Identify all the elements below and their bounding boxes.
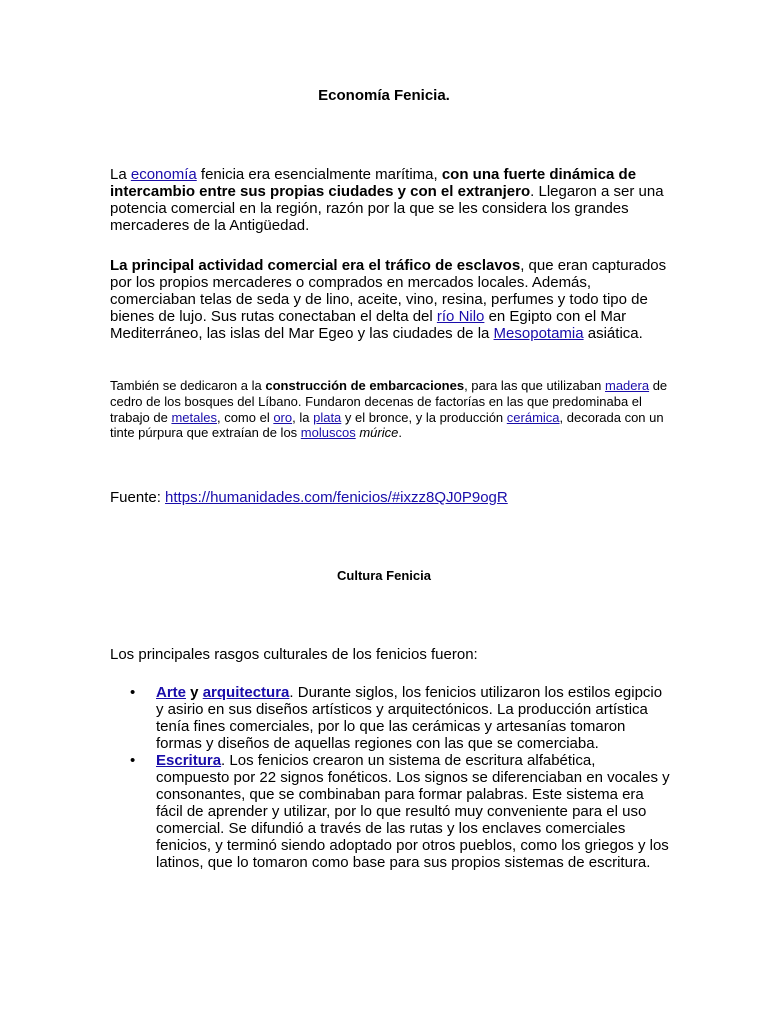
link-arquitectura[interactable]: arquitectura: [202, 684, 290, 701]
link-moluscos[interactable]: moluscos: [300, 425, 356, 441]
bold-text: con una fuerte dinámica de intercambio entre sus propias ciudades y con el extranjero: [110, 166, 637, 200]
text-span: . Llegaron a ser una potencia comercial en la región, razón por la que se les considera los grandes mercaderes de la Antigüedad.: [110, 183, 664, 234]
intro-text: Los principales rasgos culturales de los fenicios fueron:: [110, 646, 478, 663]
culture-list: [110, 684, 670, 871]
source-link[interactable]: https://humanidades.com/fenicios/#ixzz8QJ0P9ogR: [165, 489, 508, 506]
text-span: , para las que utilizaban: [464, 378, 605, 393]
link-economia[interactable]: economía: [130, 166, 197, 183]
text-span: .: [398, 425, 402, 441]
bold-text: construcción de embarcaciones: [265, 378, 465, 393]
source-label: Fuente:: [110, 489, 166, 506]
text-span: , la: [292, 409, 314, 425]
text-span: . Los fenicios crearon un sistema de escritura alfabética, compuesto por 22 signos fonéticos. Los signos se diferenciaban en vocales y consonantes, que se combinaban para formar palabras. Este sistema era fácil de aprender y utilizar, por lo que resultó muy conveniente para el uso comercial. Se difundió a través de las rutas y los enclaves comerciales fenicios, y terminó siendo adoptado por otros pueblos, como los griegos y los latinos, que lo tomaron como base para sus propios sistemas de escritura.: [156, 752, 670, 871]
link-escritura[interactable]: Escritura: [156, 752, 222, 769]
link-ceramica[interactable]: cerámica: [506, 409, 560, 425]
source-line: [110, 489, 508, 507]
text-span: , como el: [216, 409, 274, 425]
bullet-icon: •: [130, 684, 136, 701]
text-span: , que eran capturados por los propios mercaderes o comprados en mercados locales. Además, comerciaban telas de seda y de lino, aceite, vino, resina, perfumes y todo tipo de bienes de lujo. Sus rutas conectaban el delta del: [110, 257, 667, 325]
link-arte[interactable]: Arte: [156, 684, 187, 701]
link-madera[interactable]: madera: [605, 378, 650, 393]
link-metales[interactable]: metales: [171, 409, 217, 425]
link-mesopotamia[interactable]: Mesopotamia: [493, 325, 584, 342]
text-span: . Durante siglos, los fenicios utilizaron los estilos egipcio y asirio en sus diseños artísticos y arquitectónicos. La producción artística tenía fines comerciales, por lo que las cerámicas y artesanías tomaron formas y diseños de aquellas regiones con las que se comerciaba.: [156, 684, 663, 752]
text-span: asiática.: [583, 325, 643, 342]
list-item: [110, 684, 670, 752]
link-oro[interactable]: oro: [273, 409, 293, 425]
bullet-icon: •: [130, 752, 136, 769]
shipbuilding-paragraph: [110, 378, 670, 441]
text-span: La: [110, 166, 131, 183]
text-span: , decorada con un tinte púrpura que extraían de los: [110, 409, 664, 441]
link-rio-nilo[interactable]: río Nilo: [436, 308, 485, 325]
text-span: fenicia era esencialmente marítima,: [196, 166, 442, 183]
bold-text: La principal actividad comercial era el tráfico de esclavos: [110, 257, 521, 274]
section-title: Cultura Fenicia: [337, 568, 431, 583]
economy-paragraph: [110, 166, 670, 234]
trade-paragraph: [110, 257, 670, 342]
link-plata[interactable]: plata: [313, 409, 342, 425]
italic-text: múrice: [359, 425, 399, 441]
text-span: y el bronce, y la producción: [341, 409, 507, 425]
text-span: y: [186, 684, 203, 701]
text-span: También se dedicaron a la: [110, 378, 266, 393]
text-span: en Egipto con el Mar Mediterráneo, las islas del Mar Egeo y las ciudades de la: [110, 308, 627, 342]
list-item: [110, 752, 670, 871]
page-title: Economía Fenicia.: [318, 87, 450, 104]
text-span: de cedro de los bosques del Líbano. Fundaron decenas de factorías en las que predominaba el trabajo de: [110, 378, 668, 425]
